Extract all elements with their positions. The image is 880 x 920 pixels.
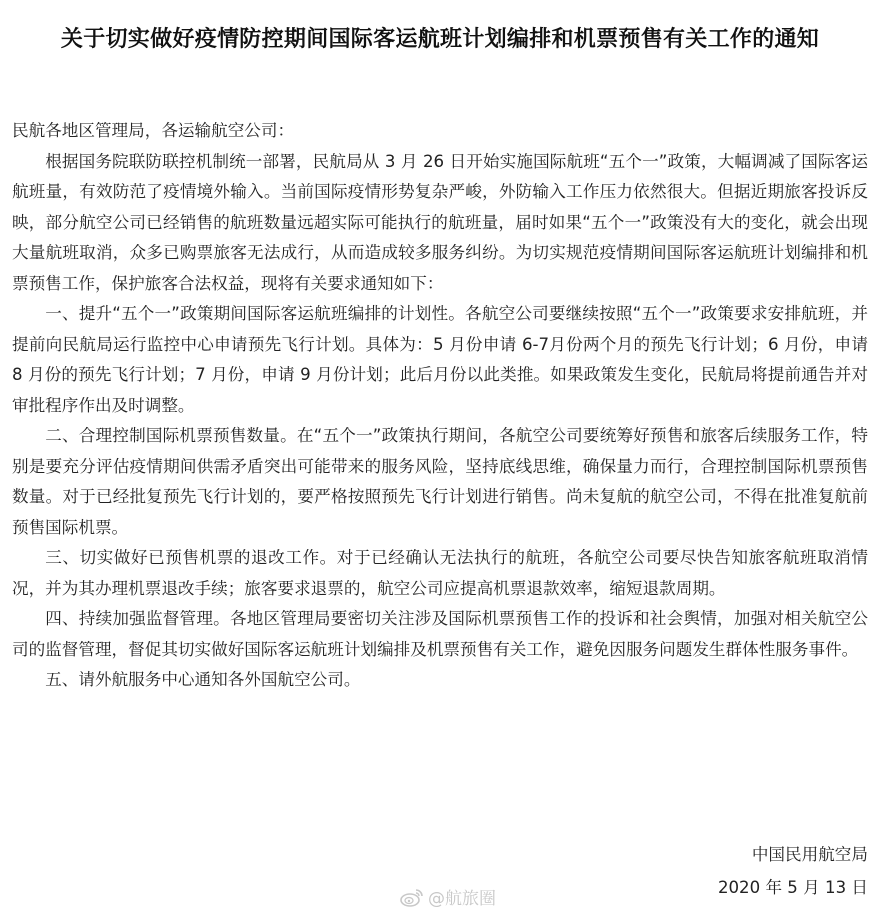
weibo-icon <box>400 887 424 907</box>
document-title: 关于切实做好疫情防控期间国际客运航班计划编排和机票预售有关工作的通知 <box>60 27 820 52</box>
salutation: 民航各地区管理局，各运输航空公司： <box>12 121 295 140</box>
paragraph-item-2: 二、合理控制国际机票预售数量。在“五个一”政策执行期间，各航空公司要统筹好预售和旅客后续服务工作，特别是要充分评估疫情期间供需矛盾突出可能带来的服务风险，坚持底线思维，确保量力而行，合理控制国际机票预售数量。对于已经批复预先飞行计划的，要严格按照预先飞行计划进行销售。尚未复航的航空公司，不得在批准复航前预售国际机票。 <box>12 426 868 537</box>
watermark <box>400 884 496 909</box>
paragraph-item-3: 三、切实做好已预售机票的退改工作。对于已经确认无法执行的航班，各航空公司要尽快告知旅客航班取消情况，并为其办理机票退改手续；旅客要求退票的，航空公司应提高机票退款效率，缩短退款周期。 <box>12 548 868 598</box>
paragraph-intro: 根据国务院联防联控机制统一部署，民航局从 3 月 26 日开始实施国际航班“五个一”政策，大幅调减了国际客运航班量，有效防范了疫情境外输入。当前国际疫情形势复杂严峻，外防输入工作压力依然很大。但据近期旅客投诉反映，部分航空公司已经销售的航班数量远超实际可能执行的航班量，届时如果“五个一”政策没有大的变化，就会出现大量航班取消，众多已购票旅客无法成行，从而造成较多服务纠纷。为切实规范疫情期间国际客运航班计划编排和机票预售工作，保护旅客合法权益，现将有关要求通知如下： <box>12 151 868 293</box>
issue-date: 2020 年 5 月 13 日 <box>717 878 868 897</box>
paragraph-item-5: 五、请外航服务中心通知各外国航空公司。 <box>45 670 361 689</box>
issuer-signature: 中国民用航空局 <box>751 845 868 864</box>
document-body <box>12 116 868 696</box>
watermark-text: @航旅圈 <box>428 889 496 909</box>
paragraph-item-1: 一、提升“五个一”政策期间国际客运航班编排的计划性。各航空公司要继续按照“五个一”政策要求安排航班，并提前向民航局运行监控中心申请预先飞行计划。具体为：5 月份申请 6-7月份两个月的预先飞行计划；6 月份，申请 8 月份的预先飞行计划；7 月份，申请 9 月份计划；此后月份以此类推。如果政策发生变化，民航局将提前通告并对审批程序作出及时调整。 <box>12 304 868 415</box>
paragraph-item-4: 四、持续加强监督管理。各地区管理局要密切关注涉及国际机票预售工作的投诉和社会舆情，加强对相关航空公司的监督管理，督促其切实做好国际客运航班计划编排及机票预售有关工作，避免因服务问题发生群体性服务事件。 <box>12 609 868 659</box>
